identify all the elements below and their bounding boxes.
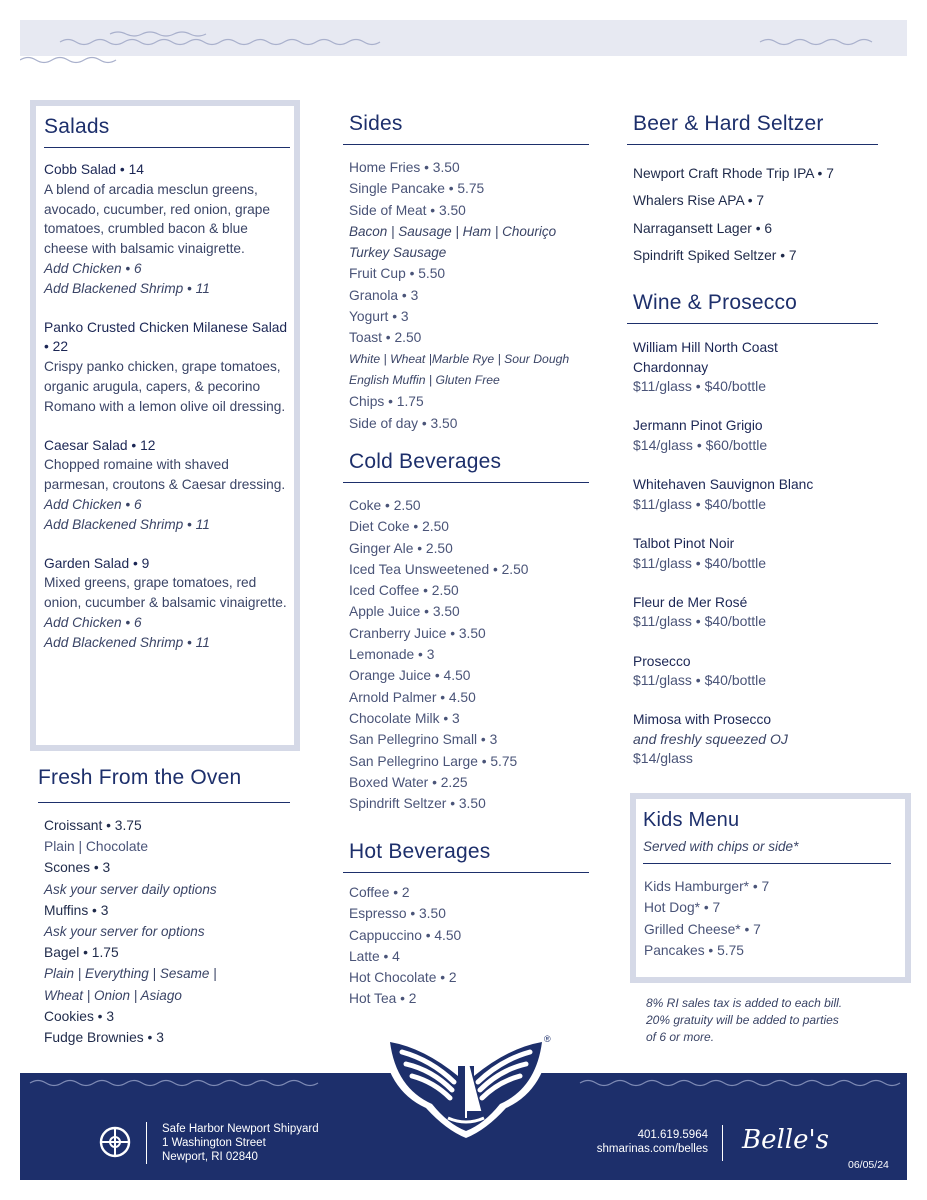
beer-line: Narragansett Lager • 6: [633, 220, 773, 236]
wine-name: William Hill North Coast: [633, 340, 778, 355]
cold-line: San Pellegrino Large • 5.75: [349, 753, 518, 769]
venue-name: Safe Harbor Newport Shipyard: [162, 1123, 319, 1135]
wine-price: $11/glass • $40/bottle: [633, 554, 767, 571]
venue-address: [162, 1122, 319, 1164]
kids-line: Pancakes • 5.75: [644, 942, 744, 958]
divider: [44, 147, 290, 148]
cold-line: San Pellegrino Small • 3: [349, 732, 498, 748]
kids-list: [643, 876, 891, 961]
side-line: Side of Meat • 3.50: [349, 202, 466, 218]
salad-addon: Add Chicken • 6: [44, 614, 142, 630]
salad-description: Chopped romaine with shaved parmesan, croutons & Caesar dressing.: [44, 457, 286, 493]
salad-item: [44, 318, 290, 417]
hot-line: Hot Chocolate • 2: [349, 970, 457, 986]
oven-line: Bagel • 1.75: [44, 945, 119, 961]
wine-name: Mimosa with Prosecco: [633, 712, 772, 728]
side-line: Toast • 2.50: [349, 330, 422, 346]
wave-decoration-icon: [20, 20, 907, 56]
salads-title: Salads: [44, 115, 110, 138]
beer-list: [627, 160, 878, 269]
venue-city: Newport, RI 02840: [162, 1151, 258, 1163]
oven-title: Fresh From the Oven: [38, 766, 242, 789]
wine-name: Jermann Pinot Grigio: [633, 418, 763, 434]
cold-line: Iced Coffee • 2.50: [349, 583, 459, 599]
wine-name: Chardonnay: [633, 359, 709, 375]
belles-emblem-icon: [376, 1030, 556, 1140]
beer-line: Newport Craft Rhode Trip IPA • 7: [633, 166, 834, 181]
sides-list: [343, 157, 589, 434]
wine-item: [633, 475, 878, 514]
wine-item: [633, 593, 878, 632]
wine-item: [633, 534, 878, 573]
wine-price: $11/glass • $40/bottle: [633, 378, 767, 395]
cold-line: Lemonade • 3: [349, 647, 435, 663]
cold-title: Cold Beverages: [349, 450, 502, 473]
kids-line: Hot Dog* • 7: [644, 900, 721, 916]
contact-info: [580, 1128, 708, 1156]
footer-divider: [146, 1122, 147, 1164]
kids-subtitle: Served with chips or side*: [643, 839, 799, 854]
divider: [343, 144, 589, 145]
registered-mark: ®: [544, 1034, 551, 1044]
tax-notice: [646, 995, 886, 1046]
side-line: English Muffin | Gluten Free: [349, 372, 500, 387]
wine-name: Prosecco: [633, 653, 691, 669]
beer-title: Beer & Hard Seltzer: [633, 112, 824, 135]
side-line: Side of day • 3.50: [349, 415, 458, 431]
hot-list: [343, 882, 589, 1010]
oven-list: [38, 815, 290, 1048]
oven-section: [38, 766, 290, 1048]
oven-line: Plain | Everything | Sesame |: [44, 966, 217, 982]
sides-section: [343, 112, 589, 434]
hot-line: Espresso • 3.50: [349, 906, 446, 922]
hot-title: Hot Beverages: [349, 840, 491, 863]
side-line: White | Wheat |Marble Rye | Sour Dough: [349, 351, 570, 366]
salads-box: [30, 100, 300, 751]
wine-price: $11/glass • $40/bottle: [633, 672, 767, 689]
hot-line: Cappuccino • 4.50: [349, 927, 462, 943]
kids-line: Grilled Cheese* • 7: [644, 921, 761, 937]
side-line: Fruit Cup • 5.50: [349, 266, 446, 282]
wine-name: Fleur de Mer Rosé: [633, 594, 748, 610]
notice-line: 8% RI sales tax is added to each bill.: [646, 996, 843, 1010]
footer-divider: [722, 1125, 723, 1161]
venue-street: 1 Washington Street: [162, 1137, 266, 1149]
beer-line: Spindrift Spiked Seltzer • 7: [633, 247, 797, 263]
brand-wordmark: Belle's: [742, 1125, 830, 1155]
wine-section: [627, 291, 878, 789]
side-line: Home Fries • 3.50: [349, 160, 460, 175]
divider: [38, 802, 290, 803]
oven-line: Croissant • 3.75: [44, 818, 142, 833]
side-line: Single Pancake • 5.75: [349, 181, 485, 197]
wine-price: $14/glass • $60/bottle: [633, 436, 768, 453]
wine-title: Wine & Prosecco: [633, 291, 798, 314]
wine-item: [633, 338, 878, 397]
side-line: Turkey Sausage: [349, 245, 447, 261]
side-line: Bacon | Sausage | Ham | Chouriço: [349, 223, 557, 239]
salad-name: Cobb Salad • 14: [44, 162, 144, 177]
salad-description: A blend of arcadia mesclun greens, avocado, cucumber, red onion, grape tomatoes, crumbled bacon & blue cheese with balsamic vinaigrette.: [44, 181, 270, 257]
divider: [627, 144, 878, 145]
hot-line: Coffee • 2: [349, 885, 410, 900]
wine-name: Whitehaven Sauvignon Blanc: [633, 477, 814, 493]
salad-name: Caesar Salad • 12: [44, 437, 156, 453]
cold-line: Iced Tea Unsweetened • 2.50: [349, 561, 529, 577]
phone-number: 401.619.5964: [637, 1129, 708, 1141]
oven-line: Wheat | Onion | Asiago: [44, 987, 182, 1003]
salad-addon: Add Blackened Shrimp • 11: [44, 280, 210, 296]
divider: [627, 323, 878, 324]
oven-line: Cookies • 3: [44, 1008, 115, 1024]
safe-harbor-logo-icon: [98, 1125, 132, 1159]
menu-date: 06/05/24: [848, 1159, 889, 1171]
side-line: Yogurt • 3: [349, 309, 409, 325]
cold-line: Apple Juice • 3.50: [349, 604, 460, 620]
hot-section: [343, 840, 589, 1010]
salad-addon: Add Chicken • 6: [44, 496, 142, 512]
salad-item: [44, 554, 290, 653]
wave-under-icon: [20, 52, 120, 66]
divider: [643, 863, 891, 864]
salad-item: [44, 436, 290, 535]
hot-line: Latte • 4: [349, 948, 400, 964]
cold-line: Diet Coke • 2.50: [349, 519, 449, 535]
salad-addon: Add Blackened Shrimp • 11: [44, 634, 210, 650]
salad-addon: Add Chicken • 6: [44, 260, 142, 276]
wine-price: $11/glass • $40/bottle: [633, 495, 767, 512]
kids-box: [630, 793, 911, 983]
side-line: Granola • 3: [349, 287, 419, 303]
salad-addon: Add Blackened Shrimp • 11: [44, 516, 210, 532]
beer-line: Whalers Rise APA • 7: [633, 193, 765, 209]
wine-note: and freshly squeezed OJ: [633, 730, 788, 747]
cold-line: Chocolate Milk • 3: [349, 710, 460, 726]
wine-name: Talbot Pinot Noir: [633, 535, 735, 551]
oven-line: Muffins • 3: [44, 902, 109, 918]
oven-line: Fudge Brownies • 3: [44, 1030, 164, 1046]
sides-title: Sides: [349, 112, 403, 135]
hot-line: Hot Tea • 2: [349, 991, 417, 1007]
cold-line: Arnold Palmer • 4.50: [349, 689, 476, 705]
wine-price: $11/glass • $40/bottle: [633, 613, 767, 630]
cold-section: [343, 450, 589, 814]
oven-line: Ask your server daily options: [44, 881, 217, 897]
cold-line: Coke • 2.50: [349, 498, 421, 513]
divider: [343, 872, 589, 873]
cold-line: Ginger Ale • 2.50: [349, 540, 453, 556]
wine-item: [633, 710, 878, 769]
website-link[interactable]: shmarinas.com/belles: [596, 1143, 708, 1155]
cold-list: [343, 495, 589, 814]
salad-name: Panko Crusted Chicken Milanese Salad • 22: [44, 319, 288, 355]
top-wave-band: [20, 20, 907, 56]
beer-section: [627, 112, 878, 269]
salad-list: [44, 160, 290, 653]
oven-line: Scones • 3: [44, 860, 111, 876]
notice-line: of 6 or more.: [646, 1030, 715, 1044]
wine-item: [633, 652, 878, 691]
salad-description: Crispy panko chicken, grape tomatoes, organic arugula, capers, & pecorino Romano with a lemon olive oil dressing.: [44, 359, 286, 414]
side-line: Chips • 1.75: [349, 394, 424, 410]
kids-line: Kids Hamburger* • 7: [644, 879, 770, 894]
wine-item: [633, 416, 878, 455]
cold-line: Cranberry Juice • 3.50: [349, 625, 486, 641]
oven-line: Plain | Chocolate: [44, 839, 149, 855]
salad-description: Mixed greens, grape tomatoes, red onion, cucumber & balsamic vinaigrette.: [44, 575, 287, 611]
divider: [343, 482, 589, 483]
wine-price: $14/glass: [633, 750, 693, 767]
salad-item: [44, 160, 290, 299]
kids-title: Kids Menu: [643, 809, 740, 831]
cold-line: Orange Juice • 4.50: [349, 668, 471, 684]
cold-line: Spindrift Seltzer • 3.50: [349, 796, 486, 812]
wine-list: [627, 338, 878, 769]
notice-line: 20% gratuity will be added to parties: [646, 1013, 839, 1027]
oven-line: Ask your server for options: [44, 924, 205, 940]
cold-line: Boxed Water • 2.25: [349, 774, 468, 790]
salad-name: Garden Salad • 9: [44, 555, 150, 571]
